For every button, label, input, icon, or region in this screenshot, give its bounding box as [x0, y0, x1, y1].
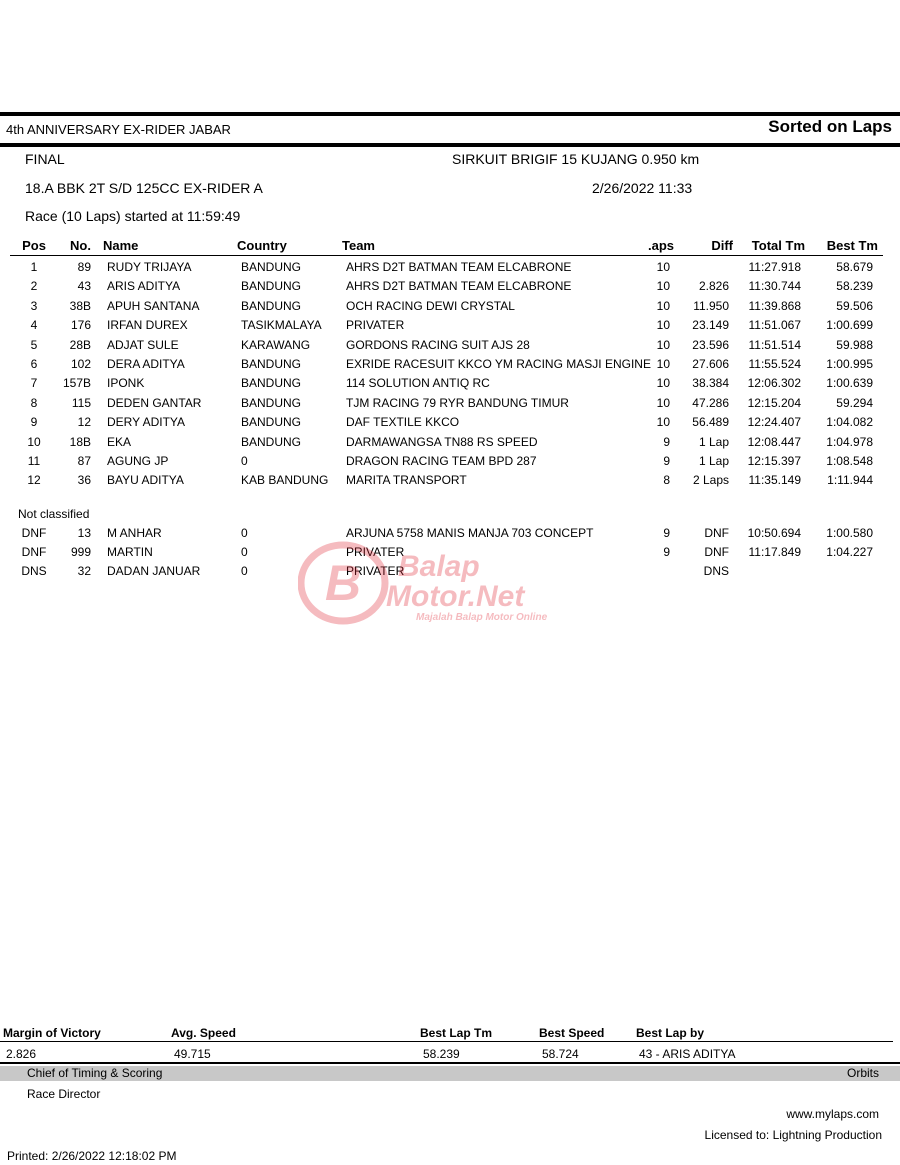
orbits-label: Orbits [846, 1066, 879, 1080]
watermark-line1: Balap [398, 550, 480, 583]
cell-no: 18B [69, 434, 91, 449]
cell-total: 11:17.849 [748, 545, 801, 560]
sort-label: Sorted on Laps [768, 117, 892, 136]
cell-no: 102 [70, 356, 91, 371]
cell-diff: 11.950 [693, 298, 729, 313]
cell-pos: DNF [21, 545, 47, 560]
race-datetime: 2/26/2022 11:33 [592, 180, 693, 196]
cell-no: 999 [70, 545, 91, 560]
cell-no: 32 [77, 564, 91, 579]
cell-total: 12:06.302 [747, 376, 801, 391]
cell-best: 59.988 [836, 337, 873, 352]
race-director-label: Race Director [27, 1087, 101, 1101]
cell-laps: 10 [656, 318, 670, 333]
website-label: www.mylaps.com [786, 1107, 879, 1121]
cell-diff: DNS [703, 564, 729, 579]
cell-no: 87 [77, 453, 91, 468]
cell-total: 11:30.744 [748, 279, 801, 294]
cell-diff: DNF [704, 545, 729, 560]
cell-laps: 9 [663, 453, 670, 468]
cell-name: AGUNG JP [107, 453, 169, 468]
cell-laps: 9 [663, 525, 670, 540]
event-title: 4th ANNIVERSARY EX-RIDER JABAR [6, 122, 231, 137]
cell-no: 36 [77, 473, 91, 488]
cell-name: ARIS ADITYA [107, 279, 181, 294]
watermark-line2: Motor.Net [386, 580, 525, 613]
classified-rows [0, 260, 900, 493]
cell-laps: 10 [656, 298, 670, 313]
cell-team: DAF TEXTILE KKCO [346, 415, 460, 430]
best-speed-value: 58.724 [542, 1047, 579, 1061]
cell-best: 1:04.227 [826, 545, 873, 560]
cell-country: BANDUNG [241, 395, 302, 410]
cell-country: BANDUNG [241, 298, 302, 313]
cell-laps: 10 [656, 415, 670, 430]
cell-diff: 23.596 [692, 337, 729, 352]
cell-name: DADAN JANUAR [107, 564, 201, 579]
cell-name: DERA ADITYA [107, 356, 185, 371]
cell-name: RUDY TRIJAYA [107, 260, 192, 274]
results-table [0, 238, 900, 584]
table-row [0, 299, 900, 318]
table-row [0, 415, 900, 434]
cell-country: 0 [241, 564, 248, 579]
cell-laps: 10 [656, 376, 670, 391]
best-lap-by-label: Best Lap by [636, 1026, 705, 1040]
cell-pos: 12 [27, 473, 41, 488]
cell-no: 43 [77, 279, 91, 294]
cell-total: 11:55.524 [748, 356, 801, 371]
cell-diff: 38.384 [692, 376, 729, 391]
cell-best: 1:00.995 [826, 356, 873, 371]
cell-name: MARTIN [107, 545, 153, 560]
cell-laps: 10 [656, 279, 670, 294]
cell-diff: 23.149 [692, 318, 729, 333]
col-laps-header: .aps [647, 238, 674, 253]
cell-name: M ANHAR [107, 525, 162, 540]
cell-country: BANDUNG [241, 356, 302, 371]
cell-no: 13 [77, 525, 91, 540]
watermark-letter: B [324, 555, 362, 611]
cell-name: DEDEN GANTAR [107, 395, 202, 410]
margin-value: 2.826 [6, 1047, 37, 1061]
table-row [0, 396, 900, 415]
cell-pos: 3 [30, 298, 38, 313]
licensed-label: Licensed to: Lightning Production [704, 1128, 882, 1142]
cell-name: APUH SANTANA [107, 298, 200, 313]
cell-team: ARJUNA 5758 MANIS MANJA 703 CONCEPT [346, 525, 594, 540]
class-name: 18.A BBK 2T S/D 125CC EX-RIDER A [25, 180, 263, 196]
cell-team: DRAGON RACING TEAM BPD 287 [346, 453, 537, 468]
cell-country: BANDUNG [241, 376, 302, 391]
best-lap-by-value: 43 - ARIS ADITYA [639, 1047, 736, 1061]
col-best-header: Best Tm [826, 238, 878, 253]
cell-best: 1:08.548 [826, 453, 873, 468]
cell-best: 59.506 [836, 298, 873, 313]
cell-team: PRIVATER [346, 564, 405, 579]
cell-diff: 56.489 [692, 415, 729, 430]
header-bottom-rule [0, 143, 900, 147]
cell-best: 1:00.639 [826, 376, 873, 391]
cell-country: KARAWANG [241, 337, 311, 352]
cell-no: 115 [71, 395, 91, 410]
cell-total: 10:50.694 [747, 525, 801, 540]
header-top-rule [0, 112, 900, 116]
cell-pos: 9 [30, 415, 38, 430]
best-speed-label: Best Speed [539, 1026, 605, 1040]
cell-laps: 9 [663, 434, 670, 449]
cell-country: 0 [241, 525, 248, 540]
cell-total: 12:24.407 [747, 415, 801, 430]
cell-pos: 6 [30, 356, 38, 371]
cell-no: 89 [77, 260, 91, 274]
cell-laps: 10 [656, 395, 670, 410]
watermark-tagline: Majalah Balap Motor Online [416, 612, 548, 623]
col-team-header: Team [342, 238, 375, 253]
cell-diff: 1 Lap [698, 434, 729, 449]
cell-pos: DNS [21, 564, 47, 579]
cell-laps: 9 [663, 545, 670, 560]
cell-laps: 8 [663, 473, 670, 488]
cell-no: 12 [77, 415, 91, 430]
cell-laps: 10 [656, 356, 670, 371]
cell-team: PRIVATER [346, 318, 405, 333]
cell-best: 1:00.699 [826, 318, 873, 333]
cell-country: KAB BANDUNG [241, 473, 329, 488]
cell-no: 176 [70, 318, 91, 333]
cell-best: 58.679 [836, 260, 873, 274]
best-lap-tm-value: 58.239 [423, 1047, 460, 1061]
cell-name: DERY ADITYA [107, 415, 186, 430]
col-no-header: No. [70, 238, 91, 253]
cell-no: 157B [62, 376, 91, 391]
cell-total: 12:15.204 [747, 395, 801, 410]
cell-country: 0 [241, 453, 248, 468]
summary-underline [0, 1041, 893, 1042]
table-row [0, 545, 900, 564]
circuit-label: SIRKUIT BRIGIF 15 KUJANG 0.950 km [452, 151, 700, 167]
table-row [0, 435, 900, 454]
cell-best: 1:00.580 [826, 525, 873, 540]
cell-team: AHRS D2T BATMAN TEAM ELCABRONE [346, 279, 572, 294]
race-info: Race (10 Laps) started at 11:59:49 [25, 208, 241, 224]
cell-name: IPONK [107, 376, 145, 391]
cell-country: BANDUNG [241, 279, 302, 294]
cell-team: TJM RACING 79 RYR BANDUNG TIMUR [346, 395, 569, 410]
header-underline [10, 255, 883, 256]
cell-team: GORDONS RACING SUIT AJS 28 [346, 337, 530, 352]
cell-team: MARITA TRANSPORT [346, 473, 467, 488]
cell-best: 1:04.978 [826, 434, 873, 449]
best-lap-tm-label: Best Lap Tm [420, 1026, 493, 1040]
cell-diff: DNF [704, 525, 729, 540]
cell-country: TASIKMALAYA [241, 318, 322, 333]
margin-label: Margin of Victory [3, 1026, 101, 1040]
not-classified-rows [0, 526, 900, 584]
chief-label: Chief of Timing & Scoring [27, 1066, 163, 1080]
cell-pos: 2 [30, 279, 38, 294]
avg-speed-label: Avg. Speed [171, 1026, 236, 1040]
cell-pos: 4 [30, 318, 38, 333]
cell-no: 28B [69, 337, 91, 352]
cell-team: DARMAWANGSA TN88 RS SPEED [346, 434, 538, 449]
cell-total: 12:15.397 [747, 453, 801, 468]
cell-total: 11:35.149 [748, 473, 801, 488]
cell-best: 1:11.944 [827, 473, 873, 488]
cell-name: BAYU ADITYA [107, 473, 184, 488]
printed-label: Printed: 2/26/2022 12:18:02 PM [7, 1149, 177, 1163]
table-row [0, 473, 900, 492]
cell-pos: 1 [30, 260, 38, 274]
cell-pos: 7 [30, 376, 38, 391]
col-total-header: Total Tm [751, 238, 805, 253]
table-row [0, 260, 900, 279]
session-label: FINAL [25, 151, 65, 167]
cell-team: 114 SOLUTION ANTIQ RC [346, 376, 490, 391]
not-classified-label [0, 507, 900, 526]
cell-team: EXRIDE RACESUIT KKCO YM RACING MASJI ENGINE [346, 356, 651, 371]
cell-pos: 10 [27, 434, 41, 449]
col-pos-header: Pos [22, 238, 46, 253]
cell-total: 11:27.918 [748, 260, 801, 274]
table-row [0, 338, 900, 357]
avg-speed-value: 49.715 [174, 1047, 211, 1061]
table-row [0, 564, 900, 583]
cell-name: EKA [107, 434, 132, 449]
cell-pos: DNF [21, 525, 47, 540]
cell-team: OCH RACING DEWI CRYSTAL [346, 298, 515, 313]
cell-diff: 1 Lap [698, 453, 729, 468]
cell-pos: 5 [30, 337, 38, 352]
table-row [0, 318, 900, 337]
table-row [0, 454, 900, 473]
cell-diff: 2.826 [698, 279, 729, 294]
cell-team: AHRS D2T BATMAN TEAM ELCABRONE [346, 260, 572, 274]
table-header [0, 238, 900, 256]
cell-total: 11:51.067 [748, 318, 801, 333]
cell-pos: 11 [27, 453, 41, 468]
cell-total: 11:39.868 [748, 298, 801, 313]
cell-team: PRIVATER [346, 545, 405, 560]
footer-rule [0, 1062, 900, 1064]
cell-name: ADJAT SULE [107, 337, 179, 352]
col-diff-header: Diff [711, 238, 733, 253]
cell-country: BANDUNG [241, 415, 302, 430]
col-country-header: Country [237, 238, 287, 253]
table-row [0, 279, 900, 298]
col-name-header: Name [103, 238, 139, 253]
cell-total: 11:51.514 [748, 337, 801, 352]
cell-diff: 47.286 [692, 395, 729, 410]
cell-pos: 8 [30, 395, 38, 410]
cell-country: BANDUNG [241, 434, 302, 449]
cell-best: 59.294 [836, 395, 873, 410]
cell-country: BANDUNG [241, 260, 302, 274]
cell-diff: 2 Laps [692, 473, 729, 488]
cell-country: 0 [241, 545, 248, 560]
cell-diff: 27.606 [692, 356, 729, 371]
cell-no: 38B [69, 298, 91, 313]
table-row [0, 376, 900, 395]
cell-best: 58.239 [836, 279, 873, 294]
cell-total: 12:08.447 [747, 434, 801, 449]
table-row [0, 526, 900, 545]
cell-name: IRFAN DUREX [107, 318, 188, 333]
cell-best: 1:04.082 [826, 415, 873, 430]
not-classified-text: Not classified [18, 506, 90, 521]
table-row [0, 357, 900, 376]
cell-laps: 10 [656, 260, 670, 274]
cell-laps: 10 [656, 337, 670, 352]
